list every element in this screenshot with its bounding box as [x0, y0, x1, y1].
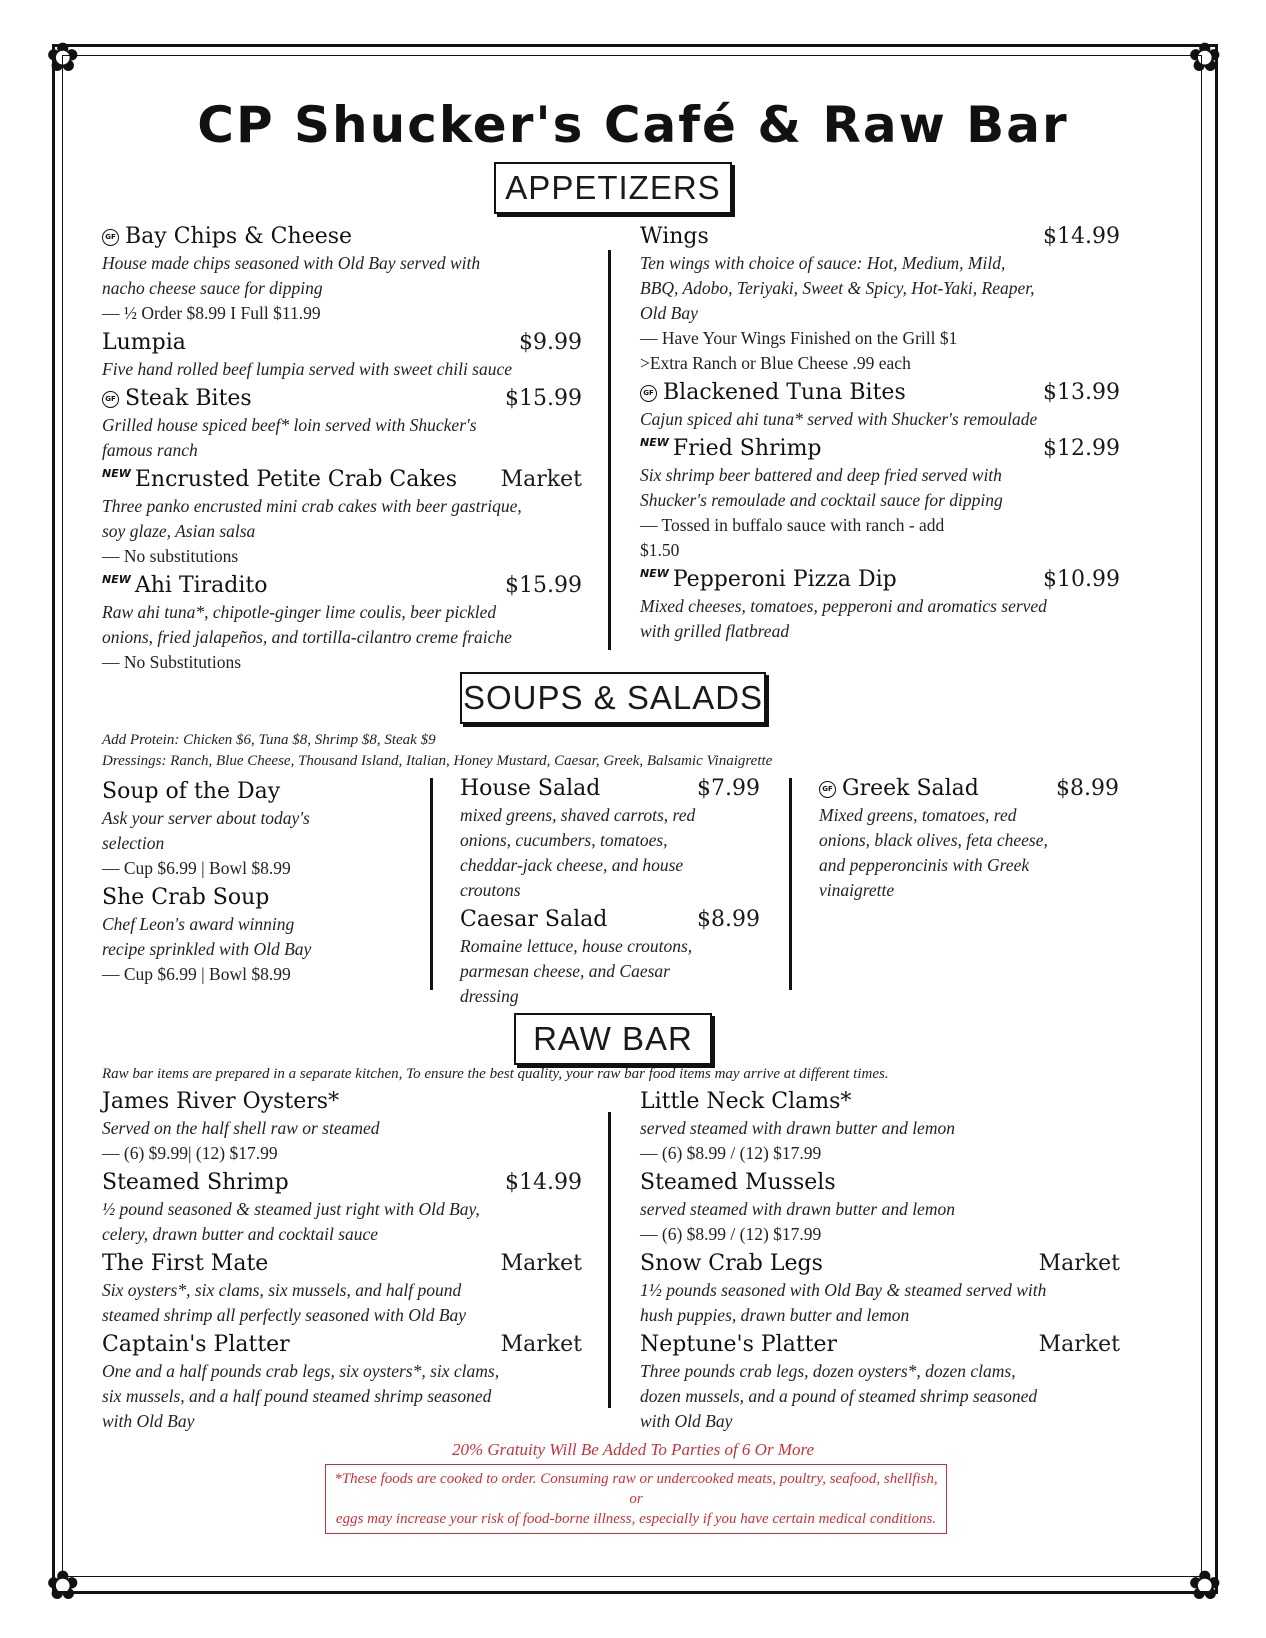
- item-description: Cajun spiced ahi tuna* served with Shucker's remoulade: [640, 409, 1038, 429]
- item-title: James River Oysters*: [102, 1089, 340, 1114]
- item-description: steamed shrimp all perfectly seasoned with Old Bay: [102, 1305, 467, 1325]
- item-description: Chef Leon's award winning: [102, 914, 295, 934]
- item-description: ½ pound seasoned & steamed just right with Old Bay,: [102, 1199, 480, 1219]
- item-price: $13.99: [1043, 380, 1120, 405]
- new-badge-icon: NEW: [102, 573, 131, 586]
- menu-item: [640, 566, 1120, 644]
- salads-column: [460, 775, 760, 1012]
- item-description: parmesan cheese, and Caesar: [460, 961, 670, 981]
- item-name: [102, 223, 582, 251]
- item-description: with Old Bay: [102, 1411, 195, 1431]
- item-title: Fried Shrimp: [672, 436, 822, 461]
- menu-item: [102, 329, 582, 382]
- item-price: Market: [500, 467, 582, 492]
- floral-corner-icon: ✿: [1188, 1563, 1222, 1609]
- add-protein-note: Add Protein: Chicken $6, Tuna $8, Shrimp $8, Steak $9: [102, 732, 436, 748]
- item-note: — Cup $6.99 | Bowl $8.99: [102, 964, 291, 984]
- appetizers-right-column: [640, 223, 1120, 647]
- greek-salad-column: [819, 775, 1119, 906]
- gluten-free-icon: GF: [819, 781, 836, 798]
- menu-item: [640, 1250, 1120, 1328]
- item-description: served steamed with drawn butter and lemon: [640, 1199, 955, 1219]
- item-description: nacho cheese sauce for dipping: [102, 278, 323, 298]
- item-title: Snow Crab Legs: [640, 1251, 823, 1276]
- item-note: — No substitutions: [102, 546, 239, 566]
- item-description: recipe sprinkled with Old Bay: [102, 939, 312, 959]
- item-title: Steamed Shrimp: [102, 1170, 289, 1195]
- item-description: soy glaze, Asian salsa: [102, 521, 256, 541]
- item-description: Ten wings with choice of sauce: Hot, Medium, Mild,: [640, 253, 1006, 273]
- item-description: with Old Bay: [640, 1411, 733, 1431]
- item-description: onions, fried jalapeños, and tortilla-cilantro creme fraiche: [102, 627, 512, 647]
- item-price: Market: [500, 1332, 582, 1357]
- item-description: Romaine lettuce, house croutons,: [460, 936, 693, 956]
- item-note: $1.50: [640, 540, 680, 560]
- new-badge-icon: NEW: [102, 467, 131, 480]
- column-divider: [608, 1112, 611, 1408]
- dressings-note: Dressings: Ranch, Blue Cheese, Thousand Island, Italian, Honey Mustard, Caesar, Greek, Balsamic Vinaigrette: [102, 753, 773, 769]
- menu-item: [102, 1088, 582, 1166]
- menu-item: [102, 466, 582, 569]
- menu-item: [640, 1331, 1120, 1434]
- item-price: Market: [1038, 1251, 1120, 1276]
- item-note: — Tossed in buffalo sauce with ranch - add: [640, 515, 945, 535]
- item-note: — No Substitutions: [102, 652, 242, 672]
- item-description: onions, cucumbers, tomatoes,: [460, 830, 668, 850]
- soups-column: [102, 778, 402, 990]
- warning-line: eggs may increase your risk of food-borne illness, especially if you have certain medical conditions.: [335, 1511, 937, 1527]
- item-title: Ahi Tiradito: [134, 573, 268, 598]
- item-description: served steamed with drawn butter and lemon: [640, 1118, 955, 1138]
- menu-item: [102, 385, 582, 463]
- item-title: Soup of the Day: [102, 779, 281, 804]
- item-title: House Salad: [460, 776, 601, 801]
- item-description: croutons: [460, 880, 521, 900]
- gluten-free-icon: GF: [102, 229, 119, 246]
- item-name: [640, 1088, 1120, 1116]
- floral-corner-icon: ✿: [1188, 35, 1222, 81]
- item-note: — (6) $9.99| (12) $17.99: [102, 1143, 278, 1163]
- item-price: $8.99: [1056, 776, 1119, 801]
- menu-item: [819, 775, 1119, 903]
- menu-item: [640, 223, 1120, 376]
- menu-item: [460, 906, 760, 1009]
- food-safety-warning: [325, 1464, 947, 1534]
- item-title: Neptune's Platter: [640, 1332, 838, 1357]
- item-title: Pepperoni Pizza Dip: [672, 567, 897, 592]
- item-note: — (6) $8.99 / (12) $17.99: [640, 1224, 822, 1244]
- item-title: Little Neck Clams*: [640, 1089, 852, 1114]
- item-description: Three panko encrusted mini crab cakes with beer gastrique,: [102, 496, 522, 516]
- new-badge-icon: NEW: [640, 567, 669, 580]
- item-description: Ask your server about today's: [102, 808, 310, 828]
- item-description: celery, drawn butter and cocktail sauce: [102, 1224, 379, 1244]
- gluten-free-icon: GF: [102, 391, 119, 408]
- item-price: $7.99: [697, 776, 760, 801]
- item-title: Blackened Tuna Bites: [663, 380, 906, 405]
- menu-item: [640, 435, 1120, 563]
- item-title: Wings: [640, 224, 709, 249]
- item-description: Grilled house spiced beef* loin served with Shucker's: [102, 415, 477, 435]
- item-description: famous ranch: [102, 440, 198, 460]
- item-description: Raw ahi tuna*, chipotle-ginger lime coulis, beer pickled: [102, 602, 497, 622]
- item-description: One and a half pounds crab legs, six oysters*, six clams,: [102, 1361, 500, 1381]
- column-divider: [430, 778, 433, 990]
- item-description: onions, black olives, feta cheese,: [819, 830, 1048, 850]
- section-heading-appetizers: APPETIZERS: [494, 162, 732, 214]
- item-title: Steak Bites: [125, 386, 252, 411]
- item-description: mixed greens, shaved carrots, red: [460, 805, 696, 825]
- item-description: Served on the half shell raw or steamed: [102, 1118, 380, 1138]
- item-description: House made chips seasoned with Old Bay served with: [102, 253, 481, 273]
- section-heading-raw-bar: RAW BAR: [514, 1013, 712, 1065]
- item-description: Six oysters*, six clams, six mussels, and half pound: [102, 1280, 462, 1300]
- item-description: Six shrimp beer battered and deep fried served with: [640, 465, 1002, 485]
- item-description: Mixed greens, tomatoes, red: [819, 805, 1017, 825]
- item-description: Five hand rolled beef lumpia served with sweet chili sauce: [102, 359, 513, 379]
- item-price: $14.99: [1043, 224, 1120, 249]
- item-name: [102, 778, 402, 806]
- item-price: $9.99: [519, 330, 582, 355]
- item-name: [102, 329, 582, 357]
- item-description: selection: [102, 833, 165, 853]
- raw-bar-intro: Raw bar items are prepared in a separate kitchen, To ensure the best quality, your raw bar food items may arrive at different times.: [102, 1066, 889, 1082]
- gluten-free-icon: GF: [640, 385, 657, 402]
- appetizers-left-column: [102, 223, 582, 678]
- item-note: — (6) $8.99 / (12) $17.99: [640, 1143, 822, 1163]
- warning-line: *These foods are cooked to order. Consuming raw or undercooked meats, poultry, seafood, shellfish, or: [334, 1471, 938, 1507]
- item-title: Caesar Salad: [460, 907, 608, 932]
- item-price: $14.99: [505, 1170, 582, 1195]
- item-description: dressing: [460, 986, 519, 1006]
- item-description: 1½ pounds seasoned with Old Bay & steamed served with: [640, 1280, 1047, 1300]
- item-price: Market: [1038, 1332, 1120, 1357]
- item-description: six mussels, and a half pound steamed shrimp seasoned: [102, 1386, 492, 1406]
- item-title: Lumpia: [102, 330, 186, 355]
- menu-item: [102, 778, 402, 881]
- item-description: with grilled flatbread: [640, 621, 790, 641]
- item-description: vinaigrette: [819, 880, 895, 900]
- menu-item: [102, 884, 402, 987]
- item-note: >Extra Ranch or Blue Cheese .99 each: [640, 353, 911, 373]
- menu-item: [640, 379, 1120, 432]
- item-description: Three pounds crab legs, dozen oysters*, dozen clams,: [640, 1361, 1016, 1381]
- item-price: Market: [500, 1251, 582, 1276]
- menu-item: [102, 572, 582, 675]
- floral-corner-icon: ✿: [46, 1563, 80, 1609]
- item-description: Shucker's remoulade and cocktail sauce for dipping: [640, 490, 1003, 510]
- item-note: — Have Your Wings Finished on the Grill $1: [640, 328, 958, 348]
- item-price: $10.99: [1043, 567, 1120, 592]
- item-price: $15.99: [505, 386, 582, 411]
- item-description: Mixed cheeses, tomatoes, pepperoni and aromatics served: [640, 596, 1047, 616]
- item-title: She Crab Soup: [102, 885, 270, 910]
- item-description: cheddar-jack cheese, and house: [460, 855, 684, 875]
- column-divider: [608, 250, 611, 650]
- item-title: Bay Chips & Cheese: [125, 224, 353, 249]
- item-description: and pepperoncinis with Greek: [819, 855, 1030, 875]
- raw-bar-left-column: [102, 1088, 582, 1437]
- item-name: [102, 1088, 582, 1116]
- item-name: [640, 1169, 1120, 1197]
- menu-item: [102, 1250, 582, 1328]
- section-heading-soups-salads: SOUPS & SALADS: [460, 672, 766, 724]
- menu-title: CP Shucker's Café & Raw Bar: [197, 96, 1069, 154]
- item-note: — ½ Order $8.99 I Full $11.99: [102, 303, 321, 323]
- column-divider: [789, 778, 792, 990]
- item-price: $15.99: [505, 573, 582, 598]
- item-name: [102, 884, 402, 912]
- menu-item: [102, 223, 582, 326]
- gratuity-notice: 20% Gratuity Will Be Added To Parties of 6 Or More: [451, 1440, 815, 1459]
- raw-bar-right-column: [640, 1088, 1120, 1437]
- menu-item: [102, 1169, 582, 1247]
- item-note: — Cup $6.99 | Bowl $8.99: [102, 858, 291, 878]
- floral-corner-icon: ✿: [46, 35, 80, 81]
- new-badge-icon: NEW: [640, 436, 669, 449]
- menu-item: [460, 775, 760, 903]
- item-description: Old Bay: [640, 303, 698, 323]
- item-description: hush puppies, drawn butter and lemon: [640, 1305, 910, 1325]
- item-price: $12.99: [1043, 436, 1120, 461]
- item-price: $8.99: [697, 907, 760, 932]
- item-description: BBQ, Adobo, Teriyaki, Sweet & Spicy, Hot-Yaki, Reaper,: [640, 278, 1035, 298]
- item-title: The First Mate: [102, 1251, 269, 1276]
- menu-item: [102, 1331, 582, 1434]
- item-title: Steamed Mussels: [640, 1170, 836, 1195]
- menu-item: [640, 1169, 1120, 1247]
- item-title: Greek Salad: [842, 776, 979, 801]
- item-title: Encrusted Petite Crab Cakes: [134, 467, 458, 492]
- menu-item: [640, 1088, 1120, 1166]
- item-title: Captain's Platter: [102, 1332, 290, 1357]
- item-description: dozen mussels, and a pound of steamed shrimp seasoned: [640, 1386, 1038, 1406]
